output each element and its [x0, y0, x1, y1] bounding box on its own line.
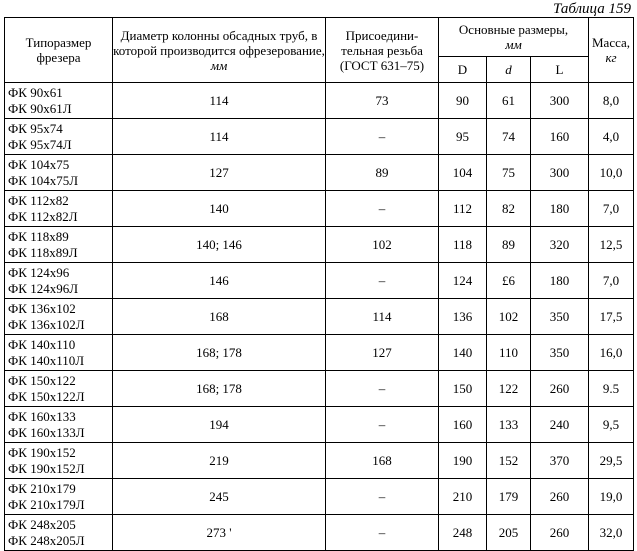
cell-D: 248 — [439, 515, 487, 551]
cell-diameter: 168 — [113, 299, 326, 335]
cell-mass: 7,0 — [589, 191, 634, 227]
header-size-type — [5, 18, 113, 83]
cell-diameter: 168; 178 — [113, 335, 326, 371]
cell-D: 136 — [439, 299, 487, 335]
cell-D: 160 — [439, 407, 487, 443]
cell-thread: 89 — [326, 155, 439, 191]
cell-L: 180 — [531, 191, 589, 227]
cell-D: 124 — [439, 263, 487, 299]
size-name-left: ФК 90х61Л — [8, 100, 72, 116]
cell-D: 118 — [439, 227, 487, 263]
size-name: ФК 118х89 — [8, 228, 69, 244]
cell-d: 133 — [487, 407, 531, 443]
cell-D: 90 — [439, 83, 487, 119]
mill-sizes-table — [4, 17, 634, 551]
header-thread-text: Присоедини-тельная резьба (ГОСТ 631–75) — [339, 27, 425, 73]
size-name-left: ФК 248х205Л — [8, 532, 85, 548]
size-name-left: ФК 210х179Л — [8, 496, 85, 512]
cell-d: 75 — [487, 155, 531, 191]
cell-L: 260 — [531, 479, 589, 515]
cell-d: 110 — [487, 335, 531, 371]
header-main-dimensions-unit: мм — [505, 37, 522, 52]
header-main-dimensions — [439, 18, 589, 57]
cell-d: 122 — [487, 371, 531, 407]
cell-mass: 9,5 — [589, 407, 634, 443]
cell-diameter: 219 — [113, 443, 326, 479]
cell-mass: 4,0 — [589, 119, 634, 155]
table-row — [5, 299, 634, 335]
size-name-left: ФК 95х74Л — [8, 136, 72, 152]
table-header — [5, 18, 634, 83]
size-name-left: ФК 124х96Л — [8, 280, 79, 296]
cell-mass: 32,0 — [589, 515, 634, 551]
cell-size-type — [5, 443, 113, 479]
cell-size-type — [5, 371, 113, 407]
cell-diameter: 273 ' — [113, 515, 326, 551]
cell-D: 95 — [439, 119, 487, 155]
cell-d: 179 — [487, 479, 531, 515]
cell-diameter: 127 — [113, 155, 326, 191]
cell-d: 205 — [487, 515, 531, 551]
cell-thread: – — [326, 515, 439, 551]
cell-thread: 168 — [326, 443, 439, 479]
table-row — [5, 515, 634, 551]
cell-thread: 102 — [326, 227, 439, 263]
cell-thread: – — [326, 191, 439, 227]
table-body — [5, 83, 634, 551]
cell-thread: – — [326, 263, 439, 299]
table-row — [5, 119, 634, 155]
cell-thread: – — [326, 119, 439, 155]
cell-diameter: 114 — [113, 83, 326, 119]
cell-diameter: 168; 178 — [113, 371, 326, 407]
cell-size-type — [5, 83, 113, 119]
cell-D: 112 — [439, 191, 487, 227]
cell-L: 300 — [531, 155, 589, 191]
cell-diameter: 146 — [113, 263, 326, 299]
header-mass-text: Масса, — [591, 35, 631, 50]
size-name: ФК 136х102 — [8, 300, 76, 316]
cell-mass: 7,0 — [589, 263, 634, 299]
size-name: ФК 104х75 — [8, 156, 70, 172]
cell-diameter: 194 — [113, 407, 326, 443]
size-name-left: ФК 150х122Л — [8, 388, 85, 404]
header-d: d — [487, 57, 531, 83]
cell-d: 82 — [487, 191, 531, 227]
header-mass — [589, 18, 634, 83]
cell-d: 61 — [487, 83, 531, 119]
size-name: ФК 150х122 — [8, 372, 76, 388]
cell-size-type — [5, 119, 113, 155]
cell-L: 260 — [531, 371, 589, 407]
table-row — [5, 371, 634, 407]
cell-L: 260 — [531, 515, 589, 551]
cell-size-type — [5, 263, 113, 299]
size-name-left: ФК 112х82Л — [8, 208, 78, 224]
cell-thread: – — [326, 479, 439, 515]
cell-thread: 114 — [326, 299, 439, 335]
size-name: ФК 95х74 — [8, 120, 63, 136]
cell-d: 89 — [487, 227, 531, 263]
table-row — [5, 263, 634, 299]
cell-L: 180 — [531, 263, 589, 299]
cell-d: 74 — [487, 119, 531, 155]
size-name-left: ФК 190х152Л — [8, 460, 85, 476]
cell-L: 370 — [531, 443, 589, 479]
cell-size-type — [5, 191, 113, 227]
table-row — [5, 479, 634, 515]
cell-L: 320 — [531, 227, 589, 263]
cell-size-type — [5, 155, 113, 191]
cell-diameter: 245 — [113, 479, 326, 515]
header-D: D — [439, 57, 487, 83]
table-row — [5, 407, 634, 443]
cell-mass: 8,0 — [589, 83, 634, 119]
header-casing-diameter-unit: мм — [210, 57, 228, 73]
size-name: ФК 210х179 — [8, 480, 76, 496]
size-name: ФК 124х96 — [8, 264, 70, 280]
cell-d: 102 — [487, 299, 531, 335]
size-name: ФК 90х61 — [8, 84, 63, 100]
header-casing-diameter-text: Диаметр колонны обсадных труб, в которой производится офрезерование, — [113, 27, 325, 58]
table-caption: Таблица 159 — [553, 1, 631, 17]
size-name-left: ФК 118х89Л — [8, 244, 78, 260]
size-name-left: ФК 140х110Л — [8, 352, 85, 368]
size-name-left: ФК 136х102Л — [8, 316, 85, 332]
cell-D: 104 — [439, 155, 487, 191]
cell-D: 150 — [439, 371, 487, 407]
size-name: ФК 248х205 — [8, 516, 76, 532]
header-L: L — [531, 57, 589, 83]
cell-thread: – — [326, 407, 439, 443]
cell-diameter: 114 — [113, 119, 326, 155]
cell-D: 190 — [439, 443, 487, 479]
cell-mass: 16,0 — [589, 335, 634, 371]
cell-size-type — [5, 407, 113, 443]
cell-L: 350 — [531, 299, 589, 335]
header-size-type-text: Типоразмер фрезера — [25, 35, 92, 65]
header-thread — [326, 18, 439, 83]
header-main-dimensions-text: Основные размеры, — [458, 22, 569, 37]
cell-L: 350 — [531, 335, 589, 371]
cell-L: 300 — [531, 83, 589, 119]
header-mass-unit: кг — [605, 50, 617, 65]
size-name-left: ФК 160х133Л — [8, 424, 85, 440]
cell-diameter: 140; 146 — [113, 227, 326, 263]
cell-L: 160 — [531, 119, 589, 155]
table-row — [5, 191, 634, 227]
header-casing-diameter — [113, 18, 326, 83]
table-row — [5, 227, 634, 263]
cell-thread: 127 — [326, 335, 439, 371]
cell-D: 140 — [439, 335, 487, 371]
size-name: ФК 160х133 — [8, 408, 76, 424]
cell-d: £6 — [487, 263, 531, 299]
cell-mass: 12,5 — [589, 227, 634, 263]
cell-D: 210 — [439, 479, 487, 515]
cell-size-type — [5, 227, 113, 263]
cell-size-type — [5, 299, 113, 335]
size-name: ФК 190х152 — [8, 444, 76, 460]
cell-d: 152 — [487, 443, 531, 479]
cell-size-type — [5, 515, 113, 551]
cell-size-type — [5, 479, 113, 515]
size-name: ФК 140х110 — [8, 336, 76, 352]
table-row — [5, 83, 634, 119]
cell-thread: – — [326, 371, 439, 407]
table-row — [5, 443, 634, 479]
size-name-left: ФК 104х75Л — [8, 172, 79, 188]
table-row — [5, 155, 634, 191]
cell-thread: 73 — [326, 83, 439, 119]
cell-mass: 10,0 — [589, 155, 634, 191]
cell-mass: 9.5 — [589, 371, 634, 407]
cell-mass: 17,5 — [589, 299, 634, 335]
cell-diameter: 140 — [113, 191, 326, 227]
cell-mass: 19,0 — [589, 479, 634, 515]
size-name: ФК 112х82 — [8, 192, 69, 208]
cell-size-type — [5, 335, 113, 371]
cell-L: 240 — [531, 407, 589, 443]
table-row — [5, 335, 634, 371]
cell-mass: 29,5 — [589, 443, 634, 479]
